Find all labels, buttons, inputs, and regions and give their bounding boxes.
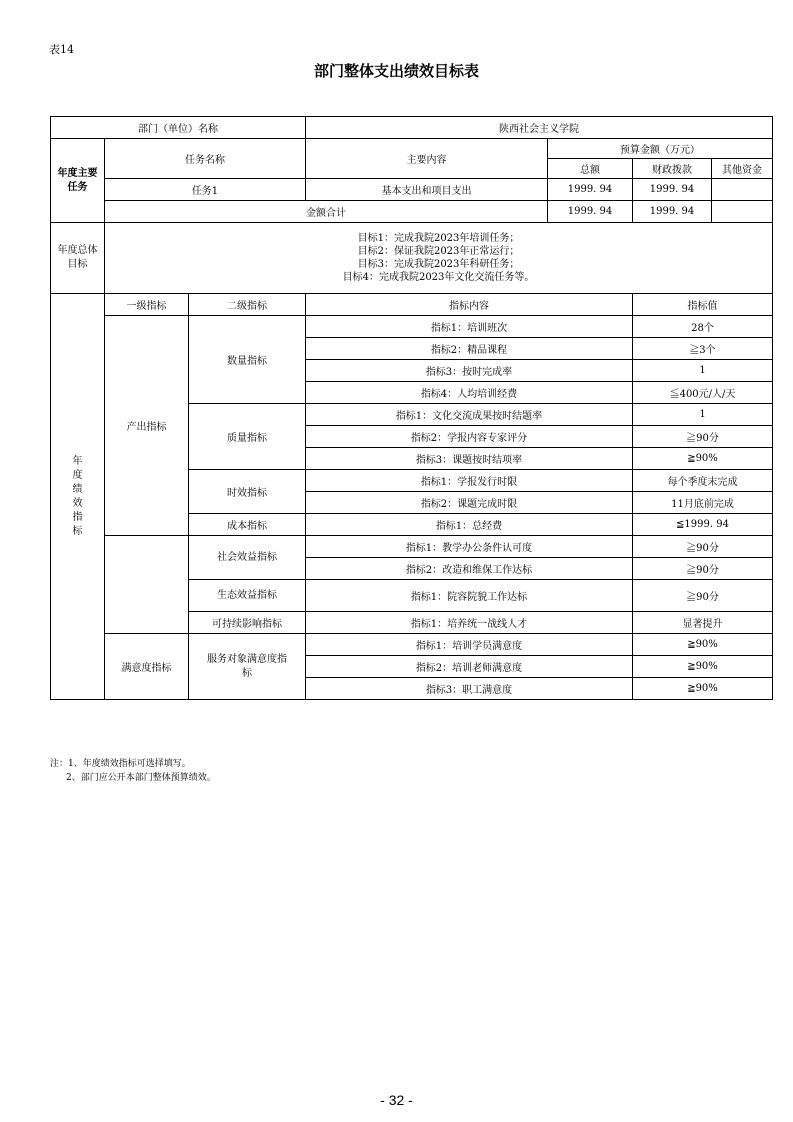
- task-row: [51, 179, 773, 201]
- indicator-content: 指标3：按时完成率: [306, 360, 633, 382]
- indicator-value: ≧90%: [633, 656, 773, 678]
- task-total: 1999. 94: [548, 179, 633, 201]
- indicator-value: ≧90%: [633, 634, 773, 656]
- note-item: 注：1、年度绩效指标可选择填写。: [50, 759, 191, 769]
- goal-item: 目标1：完成我院2023年培训任务；: [357, 233, 520, 244]
- indicator-value: ≧3个: [633, 338, 773, 360]
- level1-header: 一级指标: [105, 294, 189, 316]
- indicator-value: ≦1999. 94: [633, 514, 773, 536]
- level2-service-satisfaction: 服务对象满意度指标: [189, 634, 306, 700]
- goal-item: 目标3：完成我院2023年科研任务；: [357, 259, 520, 270]
- indicator-value: ≧90分: [633, 536, 773, 558]
- indicator-row: [51, 316, 773, 338]
- indicator-value: 28个: [633, 316, 773, 338]
- note-item: 2、部门应公开本部门整体预算绩效。: [66, 773, 216, 783]
- level1-satisfaction: 满意度指标: [105, 634, 189, 700]
- indicator-content: 指标2：培训老师满意度: [306, 656, 633, 678]
- budget-header: 预算金额（万元）: [548, 139, 773, 159]
- indicator-value: 显著提升: [633, 612, 773, 634]
- level2-sustainable-impact: 可持续影响指标: [189, 612, 306, 634]
- task-fiscal: 1999. 94: [633, 179, 712, 201]
- level2-header: 二级指标: [189, 294, 306, 316]
- indicator-value: 每个季度末完成: [633, 470, 773, 492]
- indicator-value: ≧90分: [633, 558, 773, 580]
- goals-cell: [105, 223, 773, 294]
- dept-value: 陕西社会主义学院: [306, 117, 773, 139]
- total-header: 总额: [548, 159, 633, 179]
- page-title: 部门整体支出绩效目标表: [313, 62, 479, 80]
- indicator-content: 指标3：职工满意度: [306, 678, 633, 700]
- indicator-content: 指标2：课题完成时限: [306, 492, 633, 514]
- notes: [50, 757, 216, 785]
- sum-total: 1999. 94: [548, 201, 633, 223]
- sum-label: 金额合计: [105, 201, 548, 223]
- goals-row: [51, 223, 773, 294]
- indicator-content: 指标1：文化交流成果按时结题率: [306, 404, 633, 426]
- level2-eco-benefit: 生态效益指标: [189, 580, 306, 612]
- task-content: 基本支出和项目支出: [306, 179, 548, 201]
- task-other: [712, 179, 773, 201]
- indicator-content: 指标1：学报发行时限: [306, 470, 633, 492]
- dept-row: [51, 117, 773, 139]
- perf-header-row: [51, 294, 773, 316]
- indicator-content: 指标1：院容院貌工作达标: [306, 580, 633, 612]
- task-name-header: 任务名称: [105, 139, 306, 179]
- indicator-value: ≧90分: [633, 426, 773, 448]
- indicator-value: ≧90%: [633, 678, 773, 700]
- level2-timeliness: 时效指标: [189, 470, 306, 514]
- level2-quality: 质量指标: [189, 404, 306, 470]
- table-number: 表14: [49, 43, 74, 56]
- indicator-content-header: 指标内容: [306, 294, 633, 316]
- level2-cost: 成本指标: [189, 514, 306, 536]
- indicator-content: 指标1：教学办公条件认可度: [306, 536, 633, 558]
- indicator-content: 指标3：课题按时结项率: [306, 448, 633, 470]
- level2-quantity: 数量指标: [189, 316, 306, 404]
- indicator-content: 指标2：改造和维保工作达标: [306, 558, 633, 580]
- indicator-value: ≧90%: [633, 448, 773, 470]
- indicator-value: ≦400元/人/天: [633, 382, 773, 404]
- goal-item: 目标4：完成我院2023年文化交流任务等。: [342, 272, 535, 283]
- sum-fiscal: 1999. 94: [633, 201, 712, 223]
- goal-item: 目标2：保证我院2023年正常运行；: [357, 246, 520, 257]
- indicator-value-header: 指标值: [633, 294, 773, 316]
- indicator-value: 11月底前完成: [633, 492, 773, 514]
- indicator-row: [51, 536, 773, 558]
- other-header: 其他资金: [712, 159, 773, 179]
- level1-benefit: [105, 536, 189, 634]
- indicator-content: 指标1：总经费: [306, 514, 633, 536]
- fiscal-header: 财政拨款: [633, 159, 712, 179]
- sum-row: [51, 201, 773, 223]
- indicator-content: 指标2：精品课程: [306, 338, 633, 360]
- indicator-content: 指标1：培训学员满意度: [306, 634, 633, 656]
- indicator-value: 1: [633, 360, 773, 382]
- indicator-row: [51, 634, 773, 656]
- indicator-content: 指标2：学报内容专家评分: [306, 426, 633, 448]
- task-section-label: 年度主要任务: [51, 139, 105, 223]
- level1-output: 产出指标: [105, 316, 189, 536]
- task-name: 任务1: [105, 179, 306, 201]
- indicator-content: 指标1：培养统一战线人才: [306, 612, 633, 634]
- task-content-header: 主要内容: [306, 139, 548, 179]
- indicator-content: 指标1：培训班次: [306, 316, 633, 338]
- dept-label: 部门（单位）名称: [51, 117, 306, 139]
- page-number: - 32 -: [380, 1092, 413, 1108]
- indicator-value: 1: [633, 404, 773, 426]
- sum-other: [712, 201, 773, 223]
- task-header-row: [51, 139, 773, 159]
- indicator-value: ≧90分: [633, 580, 773, 612]
- perf-section-label: 年度绩效指标: [51, 294, 105, 700]
- goals-section-label: 年度总体目标: [51, 223, 105, 294]
- indicator-content: 指标4：人均培训经费: [306, 382, 633, 404]
- performance-target-table: [50, 116, 773, 700]
- level2-social-benefit: 社会效益指标: [189, 536, 306, 580]
